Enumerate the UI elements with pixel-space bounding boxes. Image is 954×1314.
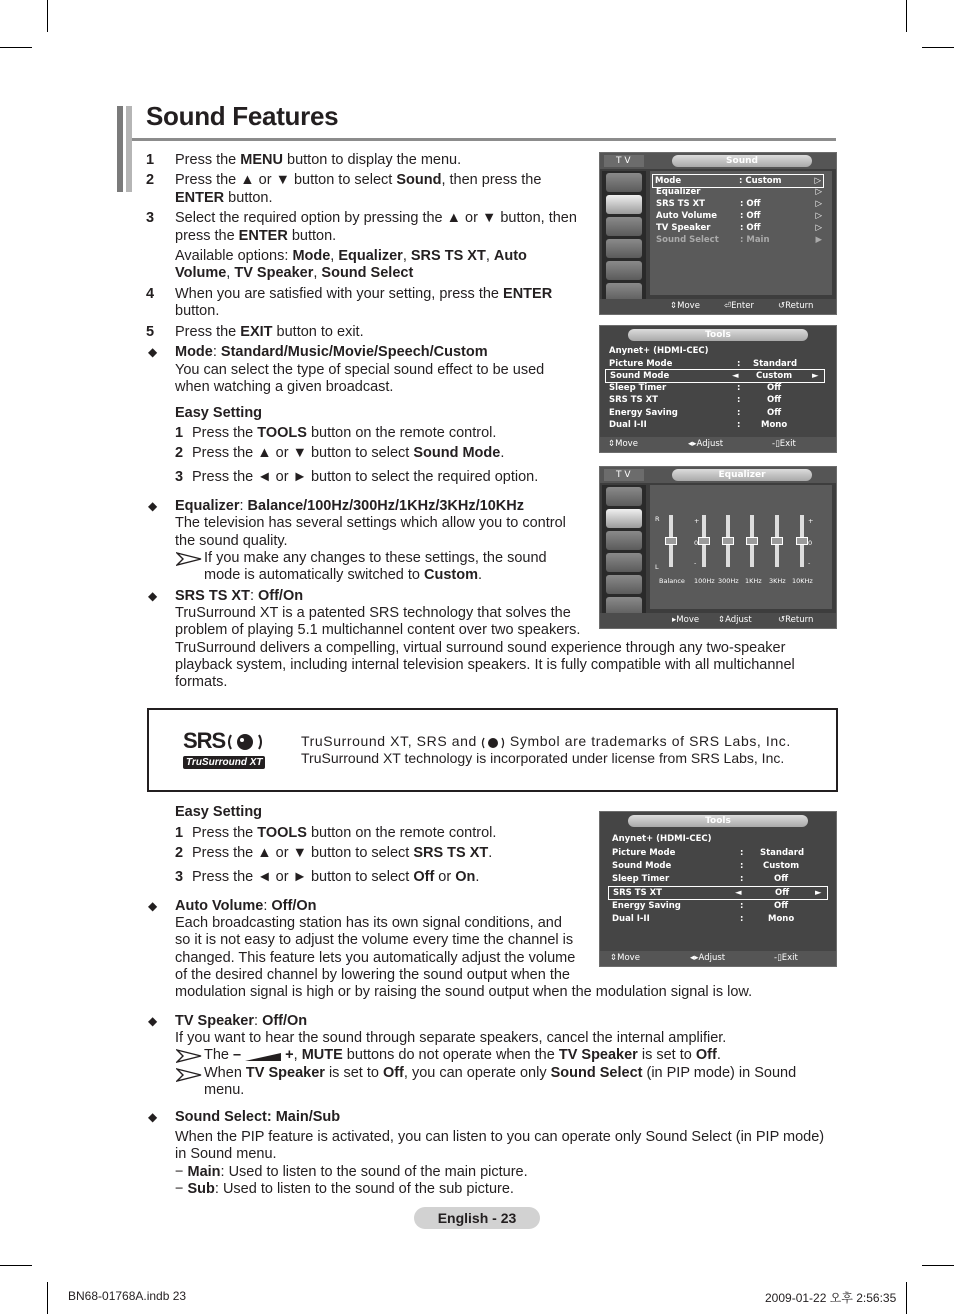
eq-zero-label: 0	[808, 539, 813, 547]
channel-menu-icon[interactable]	[606, 531, 642, 550]
crop-mark	[0, 1265, 32, 1266]
note-arrow-icon	[176, 1049, 202, 1063]
eq-slider-handle[interactable]	[771, 537, 783, 545]
crop-mark	[922, 1265, 954, 1266]
step-number: 1	[175, 425, 184, 441]
osd-sidebar	[602, 485, 646, 623]
step-text: Select the required option by pressing the ▲ or ▼ button, then	[175, 210, 577, 226]
step-text: Press the TOOLS button on the remote control.	[192, 825, 497, 841]
eq-slider-handle[interactable]	[722, 537, 734, 545]
print-footer-file: BN68-01768A.indb 23	[68, 1289, 187, 1303]
eq-minus-label: -	[808, 559, 811, 567]
srs-logo-symbol-icon	[227, 733, 263, 751]
step-number: 4	[146, 286, 155, 302]
osd-tools-row[interactable]: Anynet+ (HDMI-CEC)	[609, 346, 709, 356]
paragraph: changed. This feature lets you automatically adjust the volume	[175, 950, 576, 966]
step-text: Press the ▲ or ▼ button to select SRS TS XT.	[192, 845, 493, 861]
setup-menu-icon[interactable]	[606, 239, 642, 258]
available-options: Available options: Mode, Equalizer, SRS TS XT, Auto	[175, 248, 527, 264]
eq-slider-handle[interactable]	[665, 537, 677, 545]
crop-mark	[906, 1282, 907, 1314]
osd-menu-row-sound-select[interactable]: Sound Select : Main ▶	[656, 235, 822, 245]
trademark-box	[147, 708, 838, 792]
note-text: The – +, MUTE buttons do not operate when the TV Speaker is set to Off.	[204, 1047, 721, 1063]
osd-tools-row[interactable]: Picture Mode : Standard	[612, 848, 805, 858]
step-number: 3	[175, 469, 184, 485]
title-rule	[132, 138, 836, 141]
volume-wedge-icon	[245, 1050, 281, 1060]
step-text: Press the ▲ or ▼ button to select Sound, then press the	[175, 172, 542, 188]
setup-menu-icon[interactable]	[606, 553, 642, 572]
note-text: If you make any changes to these settings, the sound	[204, 550, 547, 566]
paragraph: modulation signal is high or by raising the sound output when the modulation signal is low.	[175, 984, 753, 1000]
note-arrow-icon	[176, 1068, 202, 1082]
title-accent-bar	[117, 106, 123, 192]
eq-slider-handle[interactable]	[698, 537, 710, 545]
srs-logo-text: SRS	[183, 730, 265, 752]
easy-setting-title: Easy Setting	[175, 405, 263, 421]
adjust-hint: ⇕ Adjust	[718, 615, 752, 625]
balance-right-label: R	[655, 515, 660, 523]
exit-hint: -▯ Exit	[772, 439, 796, 449]
osd-tools-row[interactable]: Sound Mode : Custom	[612, 861, 800, 871]
eq-plus-label: +	[808, 517, 814, 525]
step-number: 2	[146, 172, 155, 188]
eq-minus-label: -	[694, 559, 697, 567]
eq-band-label: 1KHz	[745, 577, 762, 585]
section-heading-srs: SRS TS XT: Off/On	[175, 588, 304, 604]
section-heading-mode: Mode: Standard/Music/Movie/Speech/Custom	[175, 344, 488, 360]
channel-menu-icon[interactable]	[606, 217, 642, 236]
print-footer-date: 2009-01-22 오후 2:56:35	[765, 1291, 897, 1305]
step-number: 3	[175, 869, 184, 885]
exit-hint: -▯ Exit	[774, 953, 798, 963]
crop-mark	[47, 1282, 48, 1314]
paragraph: in Sound menu.	[175, 1146, 277, 1162]
diamond-bullet-icon: ◆	[148, 345, 158, 359]
paragraph: the sound quality.	[175, 533, 288, 549]
step-text: Press the ◄ or ► button to select the required option.	[192, 469, 539, 485]
diamond-bullet-icon: ◆	[148, 1110, 158, 1124]
osd-tools-row[interactable]: Dual I-II : Mono	[612, 914, 795, 924]
title-accent-bar	[126, 106, 132, 192]
srs-logo	[183, 730, 265, 770]
osd-menu-row-srs[interactable]: SRS TS XT : Off ▷	[656, 199, 822, 209]
step-text: Press the ▲ or ▼ button to select Sound Mode.	[192, 445, 505, 461]
sound-menu-icon[interactable]	[606, 195, 642, 214]
enter-hint: ⏎ Enter	[724, 301, 754, 311]
eq-plus-label: +	[694, 517, 700, 525]
osd-footer	[600, 437, 836, 452]
osd-menu-row-mode[interactable]: Mode : Custom ▷	[652, 174, 824, 188]
paragraph: of the desired channel by lowering the sound output when the	[175, 967, 570, 983]
osd-header: Equalizer	[672, 469, 812, 481]
osd-menu-row-equalizer[interactable]: Equalizer ▷	[656, 187, 822, 197]
paragraph: TruSurround XT is a patented SRS technology that solves the	[175, 605, 571, 621]
step-text: ENTER button.	[175, 190, 273, 206]
step-text: Press the ◄ or ► button to select Off or On.	[192, 869, 480, 885]
step-text: Press the MENU button to display the menu.	[175, 152, 462, 168]
step-number: 1	[146, 152, 155, 168]
osd-tools-row[interactable]: Picture Mode : Standard	[609, 359, 798, 369]
osd-tools-row[interactable]: Energy Saving : Off	[612, 901, 789, 911]
osd-tools-row[interactable]: Sleep Timer : Off	[612, 874, 789, 884]
paragraph: Each broadcasting station has its own signal conditions, and	[175, 915, 562, 931]
eq-zero-label: 0	[694, 539, 699, 547]
eq-band-label: 100Hz	[694, 577, 715, 585]
eq-slider-handle[interactable]	[746, 537, 758, 545]
osd-tools-row[interactable]: SRS TS XT : Off	[609, 395, 782, 405]
eq-band-label: 3KHz	[769, 577, 786, 585]
available-options: Volume, TV Speaker, Sound Select	[175, 265, 414, 281]
move-hint: ▸ Move	[672, 615, 700, 625]
osd-tv-tab: T V	[604, 469, 644, 481]
page-title: Sound Features	[146, 101, 339, 131]
osd-tools-row[interactable]: Anynet+ (HDMI-CEC)	[612, 834, 712, 844]
section-heading-auto-volume: Auto Volume: Off/On	[175, 898, 317, 914]
step-number: 1	[175, 825, 184, 841]
section-heading-equalizer: Equalizer: Balance/100Hz/300Hz/1KHz/3KHz/10KHz	[175, 498, 524, 514]
osd-menu-row-tv-speaker[interactable]: TV Speaker : Off ▷	[656, 223, 822, 233]
paragraph: TruSurround delivers a compelling, virtual surround sound experience through any two-speaker	[175, 640, 786, 656]
input-menu-icon[interactable]	[606, 575, 642, 594]
eq-band-label: 10KHz	[792, 577, 813, 585]
osd-header: Tools	[628, 329, 808, 341]
note-text: mode is automatically switched to Custom.	[204, 567, 483, 583]
return-hint: ↺ Return	[778, 301, 814, 311]
note-text: menu.	[204, 1082, 245, 1098]
crop-mark	[922, 47, 954, 48]
osd-tools-menu	[599, 325, 837, 453]
osd-panel	[650, 171, 832, 295]
osd-tools-row-selected[interactable]: Sound Mode ◄ Custom ►	[605, 369, 825, 383]
paragraph: so it is not easy to adjust the volume every time the channel is	[175, 932, 574, 948]
adjust-hint: ◂▸ Adjust	[690, 953, 726, 963]
crop-mark	[906, 0, 907, 32]
paragraph: playback system, including internal television speakers. It is fully compatible with all multichannel	[175, 657, 795, 673]
osd-tools-row[interactable]: Dual I-II : Mono	[609, 420, 788, 430]
page-number-badge: English - 23	[414, 1207, 540, 1229]
osd-footer	[600, 299, 836, 314]
return-hint: ↺ Return	[778, 615, 814, 625]
osd-tools-row[interactable]: Energy Saving : Off	[609, 408, 782, 418]
easy-setting-title: Easy Setting	[175, 804, 263, 820]
diamond-bullet-icon: ◆	[148, 1014, 158, 1028]
osd-sidebar	[602, 171, 646, 309]
osd-equalizer	[599, 466, 837, 629]
osd-tools-row[interactable]: Sleep Timer : Off	[609, 383, 782, 393]
step-number: 2	[175, 445, 184, 461]
step-text: press the ENTER button.	[175, 228, 337, 244]
paragraph: If you want to hear the sound through separate speakers, cancel the internal amplifier.	[175, 1030, 727, 1046]
osd-header: Tools	[628, 815, 808, 827]
move-hint: ⇕ Move	[608, 439, 638, 449]
sound-menu-icon[interactable]	[606, 509, 642, 528]
move-hint: ⇕ Move	[670, 301, 700, 311]
note-text: When TV Speaker is set to Off, you can operate only Sound Select (in PIP mode) in Sound	[204, 1065, 797, 1081]
step-number: 5	[146, 324, 155, 340]
input-menu-icon[interactable]	[606, 261, 642, 280]
move-hint: ⇕ Move	[610, 953, 640, 963]
osd-tv-tab: T V	[604, 155, 644, 167]
osd-header: Sound	[672, 155, 812, 167]
paragraph: when watching a given broadcast.	[175, 379, 394, 395]
osd-panel	[650, 485, 832, 609]
paragraph: You can select the type of special sound effect to be used	[175, 362, 545, 378]
srs-logo-subtitle: TruSurround XT	[183, 756, 265, 769]
list-item: − Sub: Used to listen to the sound of the sub picture.	[175, 1181, 514, 1197]
picture-menu-icon[interactable]	[606, 173, 642, 192]
diamond-bullet-icon: ◆	[148, 589, 158, 603]
adjust-hint: ◂▸ Adjust	[688, 439, 724, 449]
crop-mark	[47, 0, 48, 32]
list-item: − Main: Used to listen to the sound of the main picture.	[175, 1164, 528, 1180]
step-text: Press the EXIT button to exit.	[175, 324, 364, 340]
step-number: 3	[146, 210, 155, 226]
step-text: button.	[175, 303, 220, 319]
osd-sound-menu	[599, 152, 837, 315]
picture-menu-icon[interactable]	[606, 487, 642, 506]
step-text: When you are satisfied with your setting, press the ENTER	[175, 286, 553, 302]
eq-slider-handle[interactable]	[796, 537, 808, 545]
eq-band-label: 300Hz	[718, 577, 739, 585]
diamond-bullet-icon: ◆	[148, 499, 158, 513]
paragraph: problem of playing 5.1 multichannel content over two speakers.	[175, 622, 581, 638]
osd-tools-menu	[599, 811, 837, 967]
trademark-line: TruSurround XT, SRS and Symbol are trademarks of SRS Labs, Inc.	[301, 733, 791, 749]
diamond-bullet-icon: ◆	[148, 899, 158, 913]
srs-symbol-icon	[481, 736, 505, 748]
section-heading-tv-speaker: TV Speaker: Off/On	[175, 1013, 308, 1029]
paragraph: formats.	[175, 674, 228, 690]
step-number: 2	[175, 845, 184, 861]
trademark-line: TruSurround XT technology is incorporated under license from SRS Labs, Inc.	[301, 750, 785, 766]
paragraph: The television has several settings which allow you to control	[175, 515, 566, 531]
step-text: Press the TOOLS button on the remote control.	[192, 425, 497, 441]
eq-band-label: Balance	[659, 577, 685, 585]
osd-footer	[600, 613, 836, 628]
paragraph: When the PIP feature is activated, you can listen to you can operate only Sound Select (in PIP mode)	[175, 1129, 825, 1145]
note-arrow-icon	[176, 552, 202, 566]
osd-tools-row-selected[interactable]: SRS TS XT ◄ Off ►	[608, 886, 828, 900]
section-heading-sound-select: Sound Select: Main/Sub	[175, 1109, 341, 1125]
balance-left-label: L	[655, 563, 659, 571]
crop-mark	[0, 47, 32, 48]
osd-footer	[600, 951, 836, 966]
osd-menu-row-auto-volume[interactable]: Auto Volume : Off ▷	[656, 211, 822, 221]
